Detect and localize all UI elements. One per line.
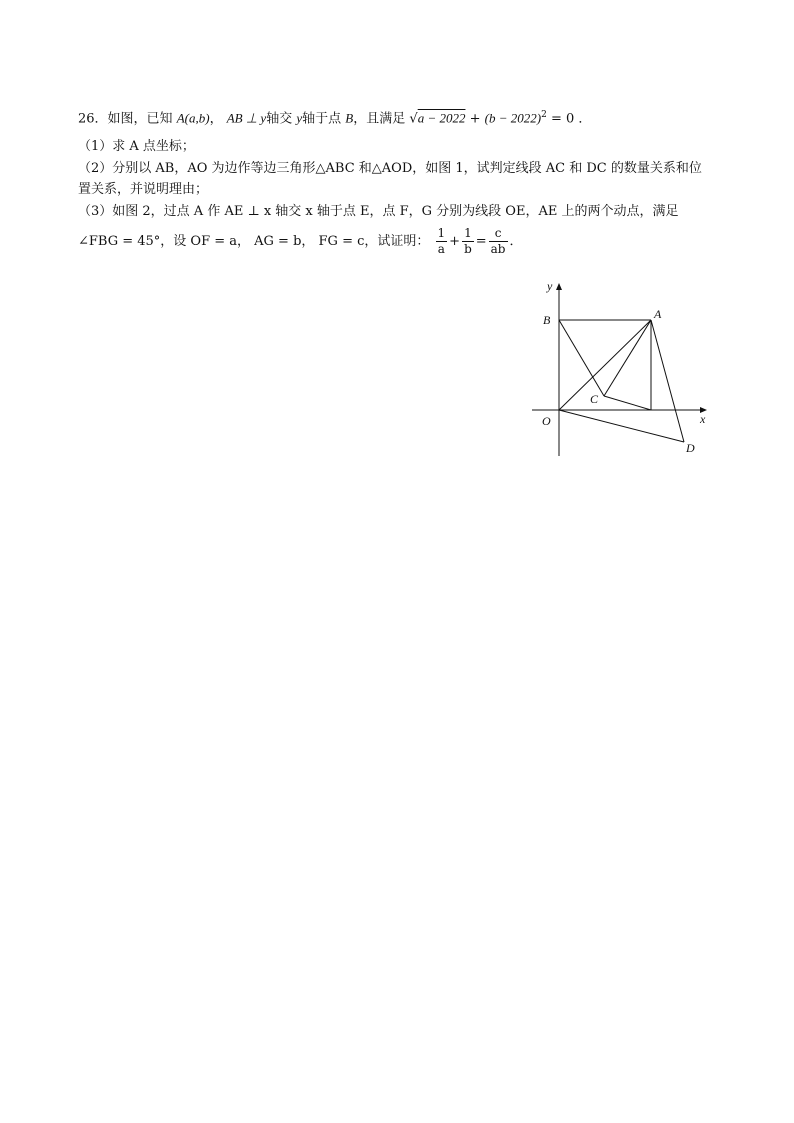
segment-AD [651,320,684,442]
part-3-line-1: （3）如图 2，过点 A 作 AE ⊥ x 轴交 x 轴于点 E，点 F，G 分别为线段 OE，AE 上的两个动点，满足 [78,204,679,219]
label-B: B [543,313,551,327]
label-O: O [542,414,551,428]
segment-OD [559,410,684,442]
segment-CE [604,396,651,410]
question-stem: 26．如图，已知 A(a,b)， AB ⊥ y轴交 y轴于点 B，且满足 $√a - 2022 + (b - 2022)^2 = 0$ ． [78,110,592,127]
part-2-line-2: 置关系，并说明理由； [78,182,209,197]
square-exponent: 2 [541,110,547,120]
label-y: y [547,279,553,293]
sqrt-symbol: √ [409,111,418,127]
part-3-line-2: ∠FBG = 45°，设 OF = a， AG = b， FG = c，试证明： $\frac{1}{a}$ + $\frac{1}{b}$ = $\frac{c}{ab}$ ． [78,226,523,256]
label-x: x [700,412,706,426]
fraction-c-over-ab: $\frac{c}{ab}$ [490,226,506,256]
part-2-line-1: （2）分别以 AB，AO 为边作等边三角形△ABC 和△AOD，如图 1，试判定线段 AC 和 DC 的数量关系和位 [78,161,702,176]
label-D: D [686,441,695,455]
part-1: （1）求 A 点坐标； [78,139,195,154]
fraction-1-over-b: $\frac{1}{b}$ [464,226,472,256]
square-base: (b − 2022) [484,110,542,126]
geometry-figure [528,278,718,468]
segment-AC [604,320,651,396]
sqrt-expression: a − 2022 [417,110,466,126]
segment-BC [559,320,604,396]
fraction-1-over-a: $\frac{1}{a}$ [437,226,446,256]
label-C: C [590,392,599,406]
label-A: A [654,307,662,321]
